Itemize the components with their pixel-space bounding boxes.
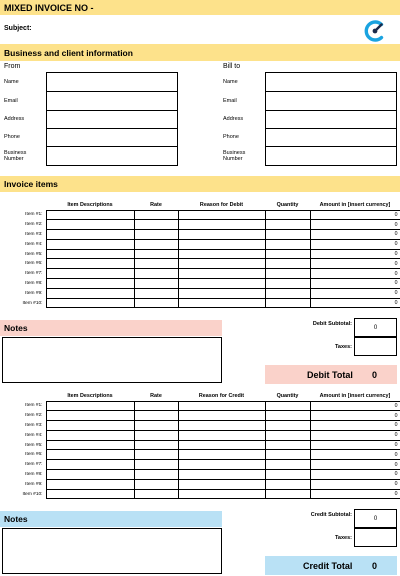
- debit-item-cell[interactable]: [46, 298, 134, 308]
- table-row: [0, 220, 400, 230]
- credit-column-header: Item Descriptions: [67, 393, 113, 400]
- credit-taxes-label: Taxes:: [334, 535, 352, 541]
- debit-item-cell[interactable]: [46, 239, 134, 249]
- from-field-label: Name: [4, 78, 19, 85]
- credit-taxes-value[interactable]: [354, 528, 397, 547]
- bill-to-field-label: Phone: [223, 134, 239, 140]
- bill-to-field-label: Address: [223, 116, 244, 122]
- credit-amount-cell[interactable]: 0: [310, 479, 400, 489]
- credit-row-label: Item #8:: [25, 471, 43, 477]
- debit-item-cell[interactable]: [265, 230, 310, 240]
- debit-item-cell[interactable]: [178, 269, 265, 279]
- credit-amount-cell[interactable]: 0: [310, 470, 400, 480]
- debit-row-label: Item #9:: [25, 290, 43, 296]
- debit-item-cell[interactable]: [134, 298, 178, 308]
- credit-item-cell[interactable]: [265, 440, 310, 450]
- debit-taxes-value[interactable]: [354, 337, 397, 356]
- credit-item-cell[interactable]: [46, 450, 134, 460]
- from-field-label: Phone: [4, 134, 20, 140]
- debit-row-label: Item #1:: [25, 212, 43, 218]
- credit-item-cell[interactable]: [178, 430, 265, 440]
- from-label: From: [4, 63, 21, 70]
- debit-item-cell[interactable]: [134, 249, 178, 259]
- from-field-input[interactable]: [46, 91, 178, 111]
- from-field-input[interactable]: [46, 72, 178, 92]
- credit-item-cell[interactable]: [46, 470, 134, 480]
- table-row: [0, 249, 400, 259]
- credit-amount-cell[interactable]: 0: [310, 411, 400, 421]
- credit-column-header: Amount in [insert currency]: [319, 393, 391, 400]
- table-row: [0, 269, 400, 279]
- debit-row-label: Item #8:: [25, 280, 43, 286]
- bill-to-field-input[interactable]: [265, 128, 397, 147]
- from-field-label: Business Number: [4, 149, 27, 162]
- debit-item-cell[interactable]: [46, 249, 134, 259]
- credit-item-cell[interactable]: [134, 479, 178, 489]
- clockify-c-logo-icon: [362, 18, 388, 44]
- debit-item-cell[interactable]: [134, 279, 178, 289]
- credit-column-header: Reason for Credit: [198, 393, 245, 400]
- table-row: [0, 401, 400, 411]
- credit-row-label: Item #4:: [25, 432, 43, 438]
- credit-item-cell[interactable]: [265, 460, 310, 470]
- debit-item-cell[interactable]: [265, 269, 310, 279]
- debit-item-cell[interactable]: [134, 230, 178, 240]
- bill-to-field-label: Name: [223, 78, 238, 85]
- debit-column-header: Quantity: [276, 202, 299, 209]
- debit-item-cell[interactable]: [265, 298, 310, 308]
- debit-subtotal-value[interactable]: 0: [354, 318, 397, 337]
- credit-row-label: Item #5:: [25, 442, 43, 448]
- debit-row-label: Item #3:: [25, 231, 43, 237]
- debit-notes-label: Notes: [4, 323, 28, 333]
- debit-item-cell[interactable]: [178, 298, 265, 308]
- debit-item-cell[interactable]: [134, 220, 178, 230]
- table-row: [0, 411, 400, 421]
- credit-item-cell[interactable]: [134, 411, 178, 421]
- table-row: [0, 279, 400, 289]
- credit-column-header: Rate: [150, 393, 162, 400]
- from-field-input[interactable]: [46, 128, 178, 147]
- debit-row-label: Item #7:: [25, 271, 43, 277]
- debit-item-cell[interactable]: [265, 239, 310, 249]
- debit-item-cell[interactable]: [46, 269, 134, 279]
- table-row: [0, 239, 400, 249]
- debit-item-cell[interactable]: [134, 269, 178, 279]
- debit-item-cell[interactable]: [46, 259, 134, 269]
- debit-column-header: Amount in [insert currency]: [319, 202, 391, 209]
- credit-item-cell[interactable]: [134, 489, 178, 499]
- credit-item-cell[interactable]: [265, 489, 310, 499]
- credit-amount-cell[interactable]: 0: [310, 421, 400, 431]
- credit-item-cell[interactable]: [265, 411, 310, 421]
- invoice-items-section-header: [0, 176, 400, 192]
- debit-item-cell[interactable]: [46, 220, 134, 230]
- credit-notes-field[interactable]: [2, 528, 222, 574]
- debit-item-cell[interactable]: [46, 279, 134, 289]
- credit-item-cell[interactable]: [265, 401, 310, 411]
- debit-taxes-label: Taxes:: [334, 344, 352, 350]
- debit-amount-cell[interactable]: 0: [310, 239, 400, 249]
- credit-amount-cell[interactable]: 0: [310, 440, 400, 450]
- credit-item-cell[interactable]: [46, 421, 134, 431]
- debit-item-cell[interactable]: [265, 249, 310, 259]
- bill-to-label: Bill to: [223, 63, 241, 70]
- credit-item-cell[interactable]: [265, 450, 310, 460]
- debit-item-cell[interactable]: [46, 210, 134, 220]
- invoice-title-bar: [0, 0, 400, 15]
- business-info-title: Business and client information: [4, 47, 133, 58]
- from-field-input[interactable]: [46, 146, 178, 166]
- table-row: [0, 210, 400, 220]
- debit-notes-field[interactable]: [2, 337, 222, 383]
- debit-amount-cell[interactable]: 0: [310, 288, 400, 298]
- credit-amount-cell[interactable]: 0: [310, 401, 400, 411]
- debit-item-cell[interactable]: [265, 210, 310, 220]
- bill-to-field-label: Business Number: [223, 149, 246, 162]
- table-row: [0, 259, 400, 269]
- credit-item-cell[interactable]: [134, 460, 178, 470]
- credit-row-label: Item #7:: [25, 462, 43, 468]
- table-row: [0, 450, 400, 460]
- debit-amount-cell[interactable]: 0: [310, 249, 400, 259]
- debit-item-cell[interactable]: [46, 230, 134, 240]
- credit-total-value: 0: [372, 560, 378, 571]
- credit-row-label: Item #6:: [25, 452, 43, 458]
- credit-subtotal-label: Credit Subtotal:: [310, 512, 352, 518]
- credit-item-cell[interactable]: [134, 440, 178, 450]
- bill-to-field-input[interactable]: [265, 91, 397, 111]
- credit-item-cell[interactable]: [134, 430, 178, 440]
- table-row: [0, 479, 400, 489]
- debit-row-label: Item #4:: [25, 241, 43, 247]
- credit-total-label: Credit Total: [303, 560, 353, 571]
- debit-amount-cell[interactable]: 0: [310, 220, 400, 230]
- credit-item-cell[interactable]: [46, 479, 134, 489]
- credit-item-cell[interactable]: [46, 440, 134, 450]
- debit-item-cell[interactable]: [178, 288, 265, 298]
- table-row: [0, 460, 400, 470]
- credit-item-cell[interactable]: [134, 450, 178, 460]
- credit-row-label: Item #2:: [25, 413, 43, 419]
- table-row: [0, 430, 400, 440]
- table-row: [0, 230, 400, 240]
- bill-to-field-input[interactable]: [265, 72, 397, 92]
- credit-item-cell[interactable]: [134, 470, 178, 480]
- credit-total-bar: [265, 556, 397, 575]
- credit-item-cell[interactable]: [46, 460, 134, 470]
- credit-amount-cell[interactable]: 0: [310, 489, 400, 499]
- credit-item-cell[interactable]: [178, 450, 265, 460]
- credit-amount-cell[interactable]: 0: [310, 430, 400, 440]
- credit-item-cell[interactable]: [46, 430, 134, 440]
- debit-amount-cell[interactable]: 0: [310, 298, 400, 308]
- credit-item-cell[interactable]: [178, 421, 265, 431]
- debit-row-label: Item #6:: [25, 261, 43, 267]
- credit-item-cell[interactable]: [178, 470, 265, 480]
- credit-item-cell[interactable]: [265, 421, 310, 431]
- debit-item-cell[interactable]: [178, 220, 265, 230]
- credit-row-label: Item #3:: [25, 422, 43, 428]
- credit-item-cell[interactable]: [46, 411, 134, 421]
- debit-item-cell[interactable]: [46, 288, 134, 298]
- debit-total-value: 0: [372, 369, 378, 380]
- credit-item-cell[interactable]: [134, 421, 178, 431]
- credit-item-cell[interactable]: [265, 470, 310, 480]
- from-field-label: Address: [4, 116, 25, 122]
- credit-subtotal-value[interactable]: 0: [354, 509, 397, 528]
- credit-item-cell[interactable]: [178, 479, 265, 489]
- debit-amount-cell[interactable]: 0: [310, 230, 400, 240]
- credit-item-cell[interactable]: [134, 401, 178, 411]
- credit-item-cell[interactable]: [178, 401, 265, 411]
- debit-subtotal-label: Debit Subtotal:: [312, 321, 352, 327]
- credit-item-cell[interactable]: [265, 479, 310, 489]
- debit-item-cell[interactable]: [265, 279, 310, 289]
- debit-amount-cell[interactable]: 0: [310, 259, 400, 269]
- debit-item-cell[interactable]: [178, 249, 265, 259]
- debit-total-bar: [265, 365, 397, 384]
- table-row: [0, 288, 400, 298]
- credit-amount-cell[interactable]: 0: [310, 450, 400, 460]
- credit-column-header: Quantity: [276, 393, 299, 400]
- debit-amount-cell[interactable]: 0: [310, 210, 400, 220]
- debit-row-label: Item #2:: [25, 222, 43, 228]
- debit-row-label: Item #5:: [25, 251, 43, 257]
- credit-item-cell[interactable]: [46, 401, 134, 411]
- debit-total-label: Debit Total: [307, 369, 353, 380]
- debit-column-header: Rate: [150, 202, 162, 209]
- credit-notes-header: [0, 511, 222, 527]
- invoice-title: MIXED INVOICE NO -: [4, 2, 94, 13]
- debit-item-cell[interactable]: [178, 279, 265, 289]
- credit-item-cell[interactable]: [178, 440, 265, 450]
- credit-row-label: Item #9:: [25, 481, 43, 487]
- credit-row-label: Item #10:: [22, 491, 43, 497]
- debit-item-cell[interactable]: [178, 239, 265, 249]
- debit-amount-cell[interactable]: 0: [310, 279, 400, 289]
- credit-item-cell[interactable]: [265, 430, 310, 440]
- bill-to-field-label: Email: [223, 97, 237, 104]
- table-row: [0, 298, 400, 308]
- credit-item-cell[interactable]: [178, 411, 265, 421]
- business-info-section-header: [0, 44, 400, 61]
- debit-item-cell[interactable]: [265, 259, 310, 269]
- subject-label: Subject:: [4, 25, 32, 32]
- credit-row-label: Item #1:: [25, 403, 43, 409]
- debit-item-cell[interactable]: [265, 220, 310, 230]
- table-row: [0, 470, 400, 480]
- debit-column-header: Item Descriptions: [67, 202, 113, 209]
- credit-item-cell[interactable]: [178, 460, 265, 470]
- debit-item-cell[interactable]: [265, 288, 310, 298]
- debit-column-header: Reason for Debit: [199, 202, 244, 209]
- invoice-items-title: Invoice items: [4, 179, 58, 189]
- debit-item-cell[interactable]: [134, 288, 178, 298]
- debit-item-cell[interactable]: [134, 210, 178, 220]
- debit-row-label: Item #10:: [22, 300, 43, 306]
- credit-item-cell[interactable]: [46, 489, 134, 499]
- debit-notes-header: [0, 320, 222, 336]
- bill-to-field-input[interactable]: [265, 110, 397, 129]
- debit-item-cell[interactable]: [178, 259, 265, 269]
- bill-to-field-input[interactable]: [265, 146, 397, 166]
- table-row: [0, 489, 400, 499]
- table-row: [0, 440, 400, 450]
- debit-items-table: [0, 201, 400, 308]
- table-row: [0, 421, 400, 431]
- debit-amount-cell[interactable]: 0: [310, 269, 400, 279]
- from-field-input[interactable]: [46, 110, 178, 129]
- debit-item-cell[interactable]: [178, 230, 265, 240]
- debit-item-cell[interactable]: [178, 210, 265, 220]
- credit-notes-label: Notes: [4, 514, 28, 524]
- credit-items-table: [0, 392, 400, 499]
- credit-item-cell[interactable]: [178, 489, 265, 499]
- from-field-label: Email: [4, 97, 18, 104]
- credit-amount-cell[interactable]: 0: [310, 460, 400, 470]
- debit-item-cell[interactable]: [134, 259, 178, 269]
- debit-item-cell[interactable]: [134, 239, 178, 249]
